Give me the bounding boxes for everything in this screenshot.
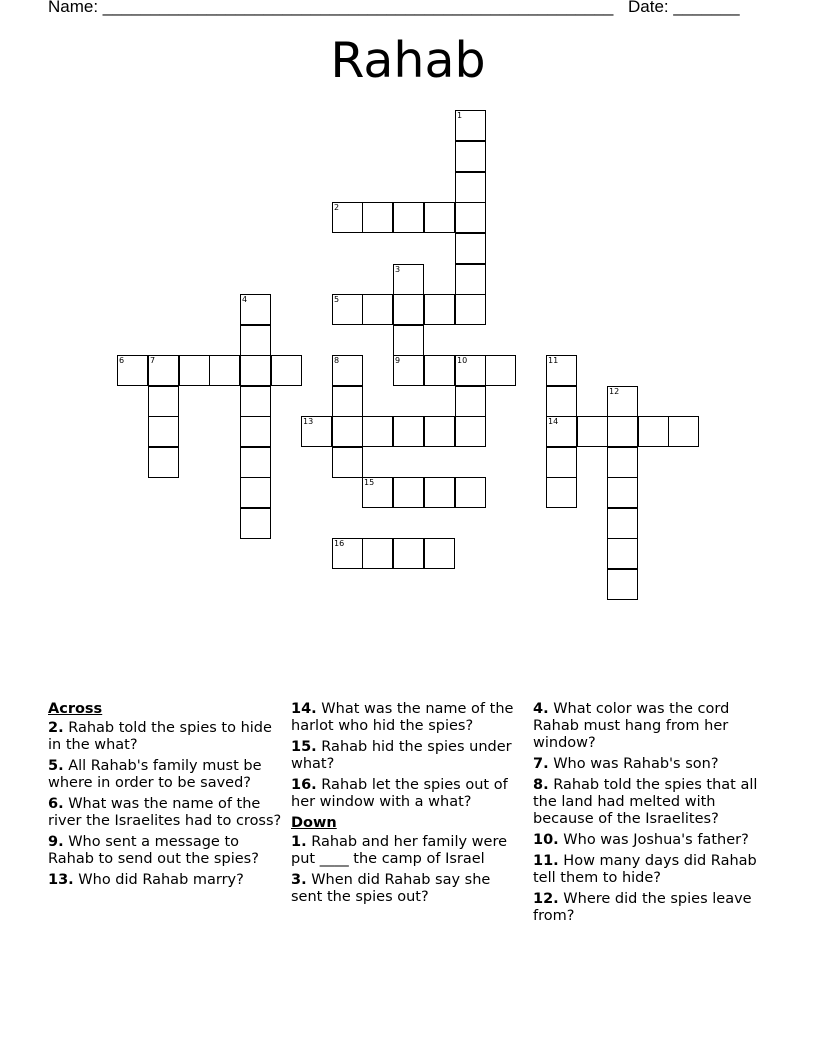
clue-text: What was the name of the river the Israelites had to cross?: [48, 796, 282, 829]
grid-cell[interactable]: [332, 355, 363, 386]
clue-item: [48, 796, 283, 830]
grid-cell[interactable]: [424, 294, 455, 325]
grid-cell[interactable]: [362, 538, 393, 569]
grid-cell[interactable]: [393, 294, 424, 325]
cell-number: 9: [395, 356, 401, 365]
cell-number: 5: [334, 295, 340, 304]
grid-cell[interactable]: [301, 416, 332, 447]
grid-cell[interactable]: [455, 294, 486, 325]
grid-cell[interactable]: [546, 386, 577, 417]
name-field[interactable]: Name: ______________________________________________________: [48, 0, 614, 16]
grid-cell[interactable]: [455, 264, 486, 295]
grid-cell[interactable]: [668, 416, 699, 447]
clue-text: Rahab and her family were put ____ the camp of Israel: [291, 834, 508, 867]
clue-text: What was the name of the harlot who hid the spies?: [291, 701, 514, 734]
cell-number: 8: [334, 356, 340, 365]
grid-cell[interactable]: [607, 538, 638, 569]
date-field[interactable]: Date: _______: [628, 0, 740, 16]
clue-number: 11.: [533, 853, 559, 869]
grid-cell[interactable]: [271, 355, 302, 386]
clue-text: When did Rahab say she sent the spies out?: [291, 872, 491, 905]
grid-cell[interactable]: [546, 447, 577, 478]
clue-item: [533, 701, 768, 752]
grid-cell[interactable]: [607, 416, 638, 447]
grid-cell[interactable]: [332, 416, 363, 447]
grid-cell[interactable]: [393, 416, 424, 447]
grid-cell[interactable]: [455, 202, 486, 233]
clue-text: Rahab told the spies to hide in the what?: [48, 720, 272, 753]
cell-number: 3: [395, 265, 401, 274]
grid-cell[interactable]: [424, 416, 455, 447]
grid-cell[interactable]: [148, 386, 179, 417]
grid-cell[interactable]: [240, 294, 271, 325]
clue-number: 12.: [533, 891, 559, 907]
grid-cell[interactable]: [607, 386, 638, 417]
clue-number: 2.: [48, 720, 64, 736]
cell-number: 12: [609, 387, 620, 396]
grid-cell[interactable]: [638, 416, 669, 447]
grid-cell[interactable]: [485, 355, 516, 386]
clue-number: 7.: [533, 756, 549, 772]
cell-number: 6: [119, 356, 125, 365]
clue-number: 1.: [291, 834, 307, 850]
grid-cell[interactable]: [607, 447, 638, 478]
grid-cell[interactable]: [240, 477, 271, 508]
clue-number: 4.: [533, 701, 549, 717]
grid-cell[interactable]: [240, 508, 271, 539]
grid-cell[interactable]: [455, 386, 486, 417]
clue-number: 8.: [533, 777, 549, 793]
clue-text: What color was the cord Rahab must hang from her window?: [533, 701, 730, 751]
grid-cell[interactable]: [607, 508, 638, 539]
clue-number: 15.: [291, 739, 317, 755]
grid-cell[interactable]: [148, 355, 179, 386]
grid-cell[interactable]: [393, 325, 424, 356]
grid-cell[interactable]: [393, 477, 424, 508]
grid-cell[interactable]: [362, 477, 393, 508]
cell-number: 11: [548, 356, 559, 365]
page-title: Rahab: [330, 32, 486, 89]
grid-cell[interactable]: [424, 202, 455, 233]
grid-cell[interactable]: [424, 477, 455, 508]
grid-cell[interactable]: [424, 355, 455, 386]
clue-number: 16.: [291, 777, 317, 793]
grid-cell[interactable]: [240, 325, 271, 356]
clue-text: Who was Rahab's son?: [548, 756, 719, 772]
grid-cell[interactable]: [607, 477, 638, 508]
clue-text: How many days did Rahab tell them to hide?: [533, 853, 757, 886]
grid-cell[interactable]: [148, 416, 179, 447]
grid-cell[interactable]: [362, 202, 393, 233]
clue-item: [291, 872, 526, 906]
grid-cell[interactable]: [546, 355, 577, 386]
clue-column-3: [533, 701, 768, 929]
grid-cell[interactable]: [546, 477, 577, 508]
grid-cell[interactable]: [424, 538, 455, 569]
cell-number: 4: [242, 295, 248, 304]
grid-cell[interactable]: [332, 202, 363, 233]
grid-cell[interactable]: [332, 294, 363, 325]
grid-cell[interactable]: [455, 233, 486, 264]
grid-cell[interactable]: [148, 447, 179, 478]
grid-cell[interactable]: [455, 172, 486, 203]
clue-number: 13.: [48, 872, 74, 888]
grid-cell[interactable]: [362, 294, 393, 325]
grid-cell[interactable]: [577, 416, 608, 447]
grid-cell[interactable]: [332, 447, 363, 478]
cell-number: 7: [150, 356, 156, 365]
clue-item: [48, 872, 283, 889]
clue-item: [533, 891, 768, 925]
clue-text: Rahab hid the spies under what?: [291, 739, 512, 772]
clue-number: 5.: [48, 758, 64, 774]
clue-item: [533, 853, 768, 887]
grid-cell[interactable]: [332, 386, 363, 417]
clue-text: Who sent a message to Rahab to send out the spies?: [48, 834, 259, 867]
grid-cell[interactable]: [393, 202, 424, 233]
section-heading: Down: [291, 815, 337, 831]
clue-item: [48, 720, 283, 754]
grid-cell[interactable]: [607, 569, 638, 600]
clue-column-1: [48, 701, 283, 893]
grid-cell[interactable]: [393, 355, 424, 386]
grid-cell[interactable]: [117, 355, 148, 386]
cell-number: 16: [334, 539, 345, 548]
clue-item: [533, 832, 768, 849]
cell-number: 13: [303, 417, 314, 426]
clue-number: 6.: [48, 796, 64, 812]
clue-text: Rahab told the spies that all the land had melted with because of the Israelites?: [533, 777, 758, 827]
grid-cell[interactable]: [240, 355, 271, 386]
grid-cell[interactable]: [393, 264, 424, 295]
grid-cell[interactable]: [332, 538, 363, 569]
grid-cell[interactable]: [455, 110, 486, 141]
grid-cell[interactable]: [240, 447, 271, 478]
clue-item: [291, 701, 526, 735]
grid-cell[interactable]: [240, 386, 271, 417]
clue-item: [291, 777, 526, 811]
clue-number: 10.: [533, 832, 559, 848]
grid-cell[interactable]: [455, 141, 486, 172]
section-heading: Across: [48, 701, 103, 717]
clue-item: [48, 758, 283, 792]
grid-cell[interactable]: [393, 538, 424, 569]
clue-number: 14.: [291, 701, 317, 717]
grid-cell[interactable]: [179, 355, 210, 386]
grid-cell[interactable]: [455, 355, 486, 386]
clue-text: Who was Joshua's father?: [558, 832, 749, 848]
clue-item: [291, 834, 526, 868]
clue-number: 3.: [291, 872, 307, 888]
cell-number: 10: [457, 356, 468, 365]
clue-text: Where did the spies leave from?: [533, 891, 752, 924]
grid-cell[interactable]: [362, 416, 393, 447]
cell-number: 14: [548, 417, 559, 426]
clue-column-2: [291, 701, 526, 910]
clue-item: [533, 756, 768, 773]
grid-cell[interactable]: [209, 355, 240, 386]
clue-item: [48, 834, 283, 868]
clue-text: Who did Rahab marry?: [73, 872, 244, 888]
cell-number: 15: [364, 478, 375, 487]
clue-item: [533, 777, 768, 828]
cell-number: 2: [334, 203, 340, 212]
clue-text: All Rahab's family must be where in order to be saved?: [48, 758, 262, 791]
grid-cell[interactable]: [455, 477, 486, 508]
clue-item: [291, 739, 526, 773]
clue-number: 9.: [48, 834, 64, 850]
grid-cell[interactable]: [240, 416, 271, 447]
cell-number: 1: [457, 111, 463, 120]
grid-cell[interactable]: [546, 416, 577, 447]
grid-cell[interactable]: [455, 416, 486, 447]
clue-text: Rahab let the spies out of her window with a what?: [291, 777, 508, 810]
